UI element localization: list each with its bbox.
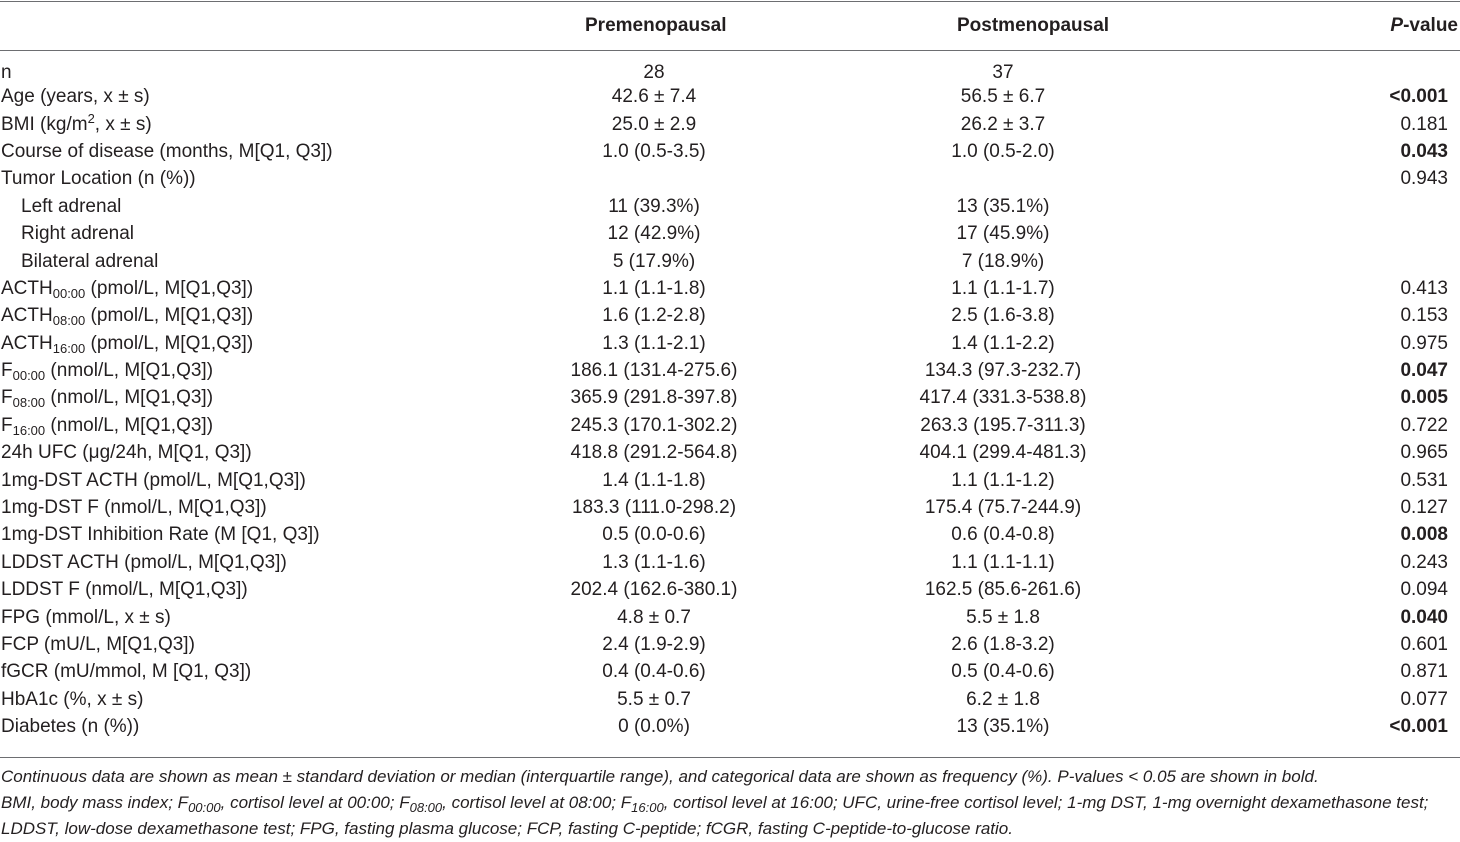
p-value: 0.047 bbox=[1400, 360, 1448, 382]
postmenopausal-value: 1.1 (1.1-1.7) bbox=[951, 277, 1055, 299]
premenopausal-value: 5 (17.9%) bbox=[612, 250, 696, 272]
table-row bbox=[0, 275, 1460, 302]
table-row bbox=[0, 166, 1460, 193]
postmenopausal-value: 17 (45.9%) bbox=[956, 223, 1050, 245]
bottom-rule bbox=[0, 757, 1460, 758]
header-p-italic: P bbox=[1390, 14, 1404, 36]
row-label-subscript: 16:00 bbox=[52, 340, 86, 356]
row-label-text: F bbox=[1, 414, 13, 436]
table-row bbox=[0, 303, 1460, 330]
table-row bbox=[0, 50, 1460, 84]
postmenopausal-value: 13 (35.1%) bbox=[956, 195, 1050, 217]
p-value: 0.153 bbox=[1400, 305, 1448, 327]
postmenopausal-value: 175.4 (75.7-244.9) bbox=[924, 497, 1082, 519]
premenopausal-value: 418.8 (291.2-564.8) bbox=[570, 442, 738, 464]
footnote-text: BMI, body mass index; F bbox=[1, 793, 189, 812]
comparison-table bbox=[0, 2, 1460, 741]
premenopausal-value: 1.1 (1.1-1.8) bbox=[602, 277, 706, 299]
postmenopausal-value: 2.6 (1.8-3.2) bbox=[951, 634, 1055, 655]
header-row bbox=[0, 2, 1460, 50]
row-label-text: ACTH bbox=[1, 332, 53, 354]
p-value: 0.871 bbox=[1400, 661, 1448, 683]
header-postmenopausal: Postmenopausal bbox=[957, 14, 1110, 36]
premenopausal-value: 0.4 (0.4-0.6) bbox=[602, 661, 706, 683]
row-label bbox=[0, 412, 480, 439]
row-label: HbA1c (%, x ± s) bbox=[1, 688, 144, 710]
table-row bbox=[0, 357, 1460, 384]
postmenopausal-value: 162.5 (85.6-261.6) bbox=[924, 579, 1082, 601]
table-row bbox=[0, 330, 1460, 357]
table-row bbox=[0, 659, 1460, 686]
premenopausal-value: 11 (39.3%) bbox=[608, 195, 700, 217]
p-value: 0.094 bbox=[1400, 579, 1448, 601]
header-premenopausal: Premenopausal bbox=[585, 14, 727, 36]
row-label: LDDST F (nmol/L, M[Q1,Q3]) bbox=[1, 579, 248, 601]
row-label: Left adrenal bbox=[21, 195, 122, 217]
row-label-subscript: 00:00 bbox=[12, 368, 46, 384]
row-label: n bbox=[1, 61, 12, 83]
table-row bbox=[0, 549, 1460, 576]
premenopausal-value: 202.4 (162.6-380.1) bbox=[570, 579, 738, 601]
p-value: 0.127 bbox=[1400, 497, 1448, 519]
p-value: 0.043 bbox=[1400, 140, 1448, 162]
premenopausal-value: 4.8 ± 0.7 bbox=[617, 606, 691, 628]
row-label bbox=[0, 111, 480, 138]
postmenopausal-value: 0.6 (0.4-0.8) bbox=[951, 524, 1055, 546]
premenopausal-value: 1.4 (1.1-1.8) bbox=[602, 469, 706, 491]
footnote-subscript: 16:00 bbox=[631, 800, 664, 815]
row-label-subscript: 00:00 bbox=[52, 285, 86, 301]
premenopausal-value: 12 (42.9%) bbox=[607, 223, 701, 245]
postmenopausal-value: 1.4 (1.1-2.2) bbox=[951, 332, 1055, 354]
premenopausal-value: 5.5 ± 0.7 bbox=[617, 688, 691, 710]
row-label: Tumor Location (n (%)) bbox=[1, 168, 196, 190]
table-row bbox=[0, 385, 1460, 412]
table-row bbox=[0, 494, 1460, 521]
row-label-text: (nmol/L, M[Q1,Q3]) bbox=[45, 360, 214, 382]
p-value: 0.040 bbox=[1400, 606, 1448, 628]
premenopausal-value: 25.0 ± 2.9 bbox=[611, 113, 697, 135]
table-row bbox=[0, 138, 1460, 165]
row-label-text: ACTH bbox=[1, 277, 53, 299]
postmenopausal-value: 26.2 ± 3.7 bbox=[960, 113, 1046, 135]
p-value: 0.243 bbox=[1400, 551, 1448, 573]
p-value bbox=[1270, 248, 1460, 275]
postmenopausal-value: 56.5 ± 6.7 bbox=[960, 86, 1046, 108]
postmenopausal-value: 1.1 (1.1-1.1) bbox=[951, 551, 1055, 573]
row-label-superscript: 2 bbox=[87, 110, 95, 126]
postmenopausal-value: 1.1 (1.1-1.2) bbox=[951, 469, 1055, 491]
premenopausal-value: 42.6 ± 7.4 bbox=[611, 86, 697, 108]
table-row bbox=[0, 577, 1460, 604]
row-label-text: (pmol/L, M[Q1,Q3]) bbox=[85, 277, 254, 299]
table-row bbox=[0, 713, 1460, 740]
premenopausal-value bbox=[480, 166, 840, 193]
row-label-text: (pmol/L, M[Q1,Q3]) bbox=[85, 332, 254, 354]
p-value: 0.077 bbox=[1400, 688, 1448, 710]
table-footnotes bbox=[1, 764, 1457, 842]
table-row bbox=[0, 193, 1460, 220]
premenopausal-value: 186.1 (131.4-275.6) bbox=[570, 360, 738, 382]
postmenopausal-value: 134.3 (97.3-232.7) bbox=[924, 360, 1082, 382]
table-row bbox=[0, 467, 1460, 494]
header-p-rest: -value bbox=[1403, 14, 1458, 36]
table-row bbox=[0, 84, 1460, 111]
premenopausal-value: 365.9 (291.8-397.8) bbox=[570, 387, 738, 409]
premenopausal-value: 1.3 (1.1-2.1) bbox=[602, 332, 706, 354]
postmenopausal-value: 1.0 (0.5-2.0) bbox=[951, 140, 1055, 162]
postmenopausal-value: 417.4 (331.3-538.8) bbox=[919, 387, 1087, 409]
footnote-subscript: 00:00 bbox=[188, 800, 221, 815]
postmenopausal-value: 13 (35.1%) bbox=[956, 716, 1050, 738]
p-value: 0.975 bbox=[1400, 332, 1448, 354]
table-row bbox=[0, 686, 1460, 713]
p-value: 0.181 bbox=[1400, 113, 1448, 135]
header-label bbox=[0, 2, 480, 50]
table-row bbox=[0, 412, 1460, 439]
row-label: 1mg-DST Inhibition Rate (M [Q1, Q3]) bbox=[1, 524, 320, 546]
p-value bbox=[1270, 220, 1460, 247]
p-value: <0.001 bbox=[1389, 716, 1448, 738]
p-value: 0.601 bbox=[1400, 634, 1448, 655]
premenopausal-value: 0 (0.0%) bbox=[618, 716, 690, 738]
row-label: Diabetes (n (%)) bbox=[1, 716, 140, 738]
table-row bbox=[0, 522, 1460, 549]
premenopausal-value: 183.3 (111.0-298.2) bbox=[571, 497, 737, 519]
row-label: FCP (mU/L, M[Q1,Q3]) bbox=[1, 634, 195, 655]
premenopausal-value: 0.5 (0.0-0.6) bbox=[602, 524, 706, 546]
footnote-text: , cortisol level at 08:00; F bbox=[442, 793, 632, 812]
premenopausal-value: 1.3 (1.1-1.6) bbox=[602, 551, 706, 573]
footnote-text: , cortisol level at 16:00; UFC, urine-free cortisol level; 1-mg DST, 1-mg overnight dexamethasone test; LDDST, low-dose dexamethasone test; FPG, fasting plasma glucose; FCP, fasting C-peptide; fCGR, fasting C-peptide-to-glucose ratio. bbox=[1, 793, 1429, 838]
postmenopausal-value: 404.1 (299.4-481.3) bbox=[919, 442, 1087, 464]
row-label-text: F bbox=[1, 387, 13, 409]
p-value: 0.965 bbox=[1400, 442, 1448, 464]
p-value: 0.005 bbox=[1400, 387, 1448, 409]
p-value: 0.722 bbox=[1400, 414, 1448, 436]
premenopausal-value: 28 bbox=[643, 61, 665, 83]
p-value: 0.413 bbox=[1400, 277, 1448, 299]
row-label: 1mg-DST F (nmol/L, M[Q1,Q3]) bbox=[1, 497, 267, 519]
row-label: Age (years, x ± s) bbox=[1, 86, 150, 108]
row-label bbox=[0, 303, 480, 330]
footnote-text: , cortisol level at 00:00; F bbox=[220, 793, 410, 812]
table-row bbox=[0, 111, 1460, 138]
row-label bbox=[0, 330, 480, 357]
row-label-text: (nmol/L, M[Q1,Q3]) bbox=[45, 414, 214, 436]
table-row bbox=[0, 248, 1460, 275]
postmenopausal-value: 5.5 ± 1.8 bbox=[966, 606, 1040, 628]
row-label: FPG (mmol/L, x ± s) bbox=[1, 606, 171, 628]
p-value: 0.008 bbox=[1400, 524, 1448, 546]
row-label: Right adrenal bbox=[21, 223, 135, 245]
row-label: Course of disease (months, M[Q1, Q3]) bbox=[1, 140, 333, 162]
table-row bbox=[0, 604, 1460, 631]
row-label: 1mg-DST ACTH (pmol/L, M[Q1,Q3]) bbox=[1, 469, 306, 491]
p-value bbox=[1270, 193, 1460, 220]
row-label-text: F bbox=[1, 360, 13, 382]
postmenopausal-value: 0.5 (0.4-0.6) bbox=[951, 661, 1055, 683]
row-label: 24h UFC (μg/24h, M[Q1, Q3]) bbox=[1, 442, 252, 464]
p-value bbox=[1270, 50, 1460, 84]
postmenopausal-value: 7 (18.9%) bbox=[961, 250, 1045, 272]
premenopausal-value: 1.0 (0.5-3.5) bbox=[602, 140, 706, 162]
p-value: 0.531 bbox=[1400, 469, 1448, 491]
row-label-text: , x ± s) bbox=[94, 113, 152, 135]
header-p-value bbox=[1270, 2, 1460, 50]
premenopausal-value: 1.6 (1.2-2.8) bbox=[602, 305, 706, 327]
postmenopausal-value: 37 bbox=[992, 61, 1014, 83]
row-label-subscript: 08:00 bbox=[12, 395, 46, 411]
table-row bbox=[0, 440, 1460, 467]
row-label bbox=[0, 275, 480, 302]
row-label: LDDST ACTH (pmol/L, M[Q1,Q3]) bbox=[1, 551, 287, 573]
postmenopausal-value: 2.5 (1.6-3.8) bbox=[951, 305, 1055, 327]
p-value: 0.943 bbox=[1400, 168, 1448, 190]
postmenopausal-value: 263.3 (195.7-311.3) bbox=[920, 414, 1086, 436]
footnote-data-description: Continuous data are shown as mean ± standard deviation or median (interquartile range), and categorical data are shown as frequency (%). P-values < 0.05 are shown in bold. bbox=[1, 767, 1319, 786]
premenopausal-value: 2.4 (1.9-2.9) bbox=[602, 634, 706, 655]
footnote-subscript: 08:00 bbox=[409, 800, 443, 815]
postmenopausal-value: 6.2 ± 1.8 bbox=[966, 688, 1040, 710]
row-label: Bilateral adrenal bbox=[21, 250, 159, 272]
row-label-text: ACTH bbox=[1, 305, 53, 327]
postmenopausal-value bbox=[840, 166, 1270, 193]
row-label: fGCR (mU/mmol, M [Q1, Q3]) bbox=[1, 661, 252, 683]
row-label-text: (pmol/L, M[Q1,Q3]) bbox=[85, 305, 254, 327]
p-value: <0.001 bbox=[1389, 86, 1448, 108]
table-row bbox=[0, 220, 1460, 247]
footnote-abbreviations bbox=[1, 790, 1457, 842]
table-row bbox=[0, 631, 1460, 658]
row-label-subscript: 08:00 bbox=[52, 313, 86, 329]
row-label bbox=[0, 357, 480, 384]
row-label-text: BMI (kg/m bbox=[1, 113, 88, 135]
row-label-subscript: 16:00 bbox=[12, 422, 46, 438]
row-label-text: (nmol/L, M[Q1,Q3]) bbox=[45, 387, 214, 409]
premenopausal-value: 245.3 (170.1-302.2) bbox=[570, 414, 738, 436]
row-label bbox=[0, 385, 480, 412]
